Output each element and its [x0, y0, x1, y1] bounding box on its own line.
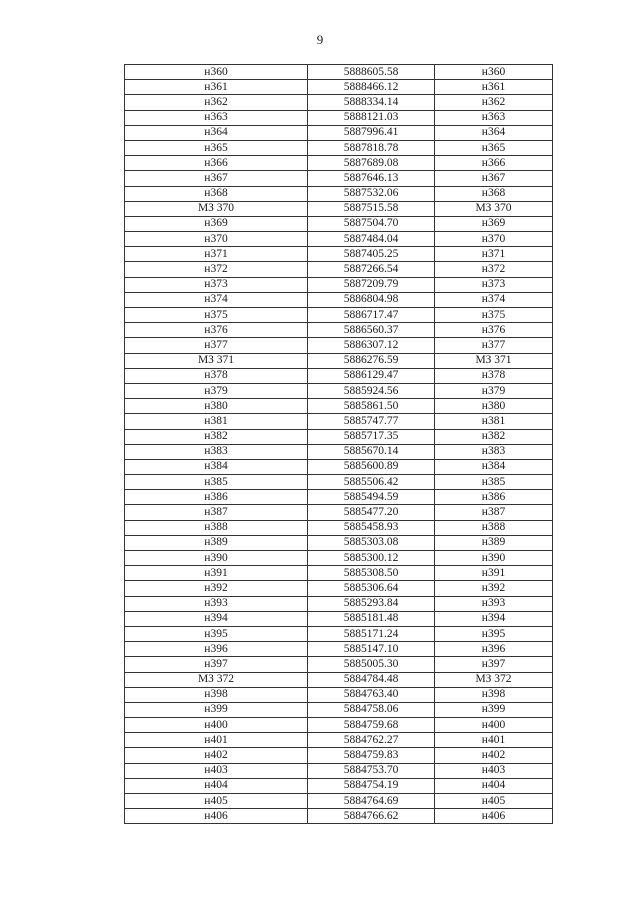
coordinate-cell: 5885005.30	[308, 657, 435, 672]
point-id-cell: н380	[125, 399, 308, 414]
coordinate-cell: 5884754.19	[308, 778, 435, 793]
table-row	[125, 125, 553, 140]
point-id-repeat-cell: н399	[435, 702, 553, 717]
point-id-repeat-cell: н401	[435, 733, 553, 748]
coordinate-cell: 5887504.70	[308, 216, 435, 231]
point-id-repeat-cell: н378	[435, 368, 553, 383]
coordinate-cell: 5885181.48	[308, 611, 435, 626]
table-row	[125, 353, 553, 368]
point-id-repeat-cell: н369	[435, 216, 553, 231]
table-row	[125, 718, 553, 733]
point-id-repeat-cell: н374	[435, 292, 553, 307]
coordinate-cell: 5885458.93	[308, 520, 435, 535]
coordinate-cell: 5887209.79	[308, 277, 435, 292]
table-row	[125, 702, 553, 717]
coordinate-cell: 5888334.14	[308, 95, 435, 110]
point-id-cell: н374	[125, 292, 308, 307]
point-id-repeat-cell: н365	[435, 140, 553, 155]
point-id-cell: н403	[125, 763, 308, 778]
coordinate-cell: 5884762.27	[308, 733, 435, 748]
point-id-repeat-cell: н405	[435, 794, 553, 809]
point-id-cell: н383	[125, 444, 308, 459]
table-row	[125, 414, 553, 429]
point-id-repeat-cell: н403	[435, 763, 553, 778]
coordinate-cell: 5885147.10	[308, 642, 435, 657]
table-row	[125, 459, 553, 474]
point-id-repeat-cell: н377	[435, 338, 553, 353]
coordinate-cell: 5885861.50	[308, 399, 435, 414]
coordinate-cell: 5887484.04	[308, 232, 435, 247]
coordinates-table-body	[125, 65, 553, 824]
point-id-repeat-cell: н375	[435, 308, 553, 323]
point-id-cell: н391	[125, 566, 308, 581]
coordinate-cell: 5885924.56	[308, 383, 435, 398]
point-id-repeat-cell: н368	[435, 186, 553, 201]
point-id-cell: н363	[125, 110, 308, 125]
table-row	[125, 156, 553, 171]
point-id-repeat-cell: н370	[435, 232, 553, 247]
coordinate-cell: 5885747.77	[308, 414, 435, 429]
coordinate-cell: 5884753.70	[308, 763, 435, 778]
point-id-cell: н366	[125, 156, 308, 171]
point-id-cell: н402	[125, 748, 308, 763]
point-id-repeat-cell: н371	[435, 247, 553, 262]
point-id-repeat-cell: н384	[435, 459, 553, 474]
coordinate-cell: 5884784.48	[308, 672, 435, 687]
point-id-repeat-cell: н381	[435, 414, 553, 429]
point-id-repeat-cell: н396	[435, 642, 553, 657]
point-id-repeat-cell: н393	[435, 596, 553, 611]
point-id-cell: н386	[125, 490, 308, 505]
coordinate-cell: 5887818.78	[308, 140, 435, 155]
table-row	[125, 247, 553, 262]
coordinate-cell: 5885171.24	[308, 626, 435, 641]
table-row	[125, 399, 553, 414]
table-row	[125, 186, 553, 201]
point-id-repeat-cell: н390	[435, 551, 553, 566]
point-id-cell: н397	[125, 657, 308, 672]
point-id-cell: н392	[125, 581, 308, 596]
point-id-cell: МЗ 372	[125, 672, 308, 687]
coordinate-cell: 5887515.58	[308, 201, 435, 216]
point-id-repeat-cell: н404	[435, 778, 553, 793]
coordinate-cell: 5886717.47	[308, 308, 435, 323]
table-row	[125, 262, 553, 277]
coordinate-cell: 5888121.03	[308, 110, 435, 125]
coordinate-cell: 5884766.62	[308, 809, 435, 824]
table-row	[125, 216, 553, 231]
table-row	[125, 292, 553, 307]
coordinate-cell: 5885293.84	[308, 596, 435, 611]
point-id-cell: н387	[125, 505, 308, 520]
point-id-cell: н365	[125, 140, 308, 155]
point-id-cell: н368	[125, 186, 308, 201]
point-id-cell: н369	[125, 216, 308, 231]
page-number: 9	[316, 32, 324, 47]
point-id-repeat-cell: н389	[435, 535, 553, 550]
coordinate-cell: 5886804.98	[308, 292, 435, 307]
point-id-repeat-cell: н383	[435, 444, 553, 459]
point-id-cell: н395	[125, 626, 308, 641]
coordinate-cell: 5887405.25	[308, 247, 435, 262]
point-id-cell: н360	[125, 65, 308, 80]
point-id-repeat-cell: н367	[435, 171, 553, 186]
coordinate-cell: 5884759.68	[308, 718, 435, 733]
point-id-cell: н370	[125, 232, 308, 247]
point-id-cell: н379	[125, 383, 308, 398]
coordinate-cell: 5884758.06	[308, 702, 435, 717]
point-id-cell: н384	[125, 459, 308, 474]
table-row	[125, 551, 553, 566]
point-id-repeat-cell: МЗ 372	[435, 672, 553, 687]
point-id-repeat-cell: н386	[435, 490, 553, 505]
point-id-cell: н405	[125, 794, 308, 809]
point-id-cell: н373	[125, 277, 308, 292]
point-id-repeat-cell: н366	[435, 156, 553, 171]
point-id-repeat-cell: н382	[435, 429, 553, 444]
coordinate-cell: 5887689.08	[308, 156, 435, 171]
coordinate-cell: 5884764.69	[308, 794, 435, 809]
point-id-repeat-cell: н373	[435, 277, 553, 292]
point-id-repeat-cell: н372	[435, 262, 553, 277]
point-id-cell: н381	[125, 414, 308, 429]
point-id-cell: н361	[125, 80, 308, 95]
table-row	[125, 611, 553, 626]
coordinate-cell: 5887996.41	[308, 125, 435, 140]
table-row	[125, 581, 553, 596]
table-row	[125, 95, 553, 110]
point-id-repeat-cell: н379	[435, 383, 553, 398]
point-id-repeat-cell: н394	[435, 611, 553, 626]
table-row	[125, 566, 553, 581]
point-id-cell: н364	[125, 125, 308, 140]
table-row	[125, 444, 553, 459]
point-id-repeat-cell: н402	[435, 748, 553, 763]
point-id-repeat-cell: н360	[435, 65, 553, 80]
point-id-repeat-cell: н362	[435, 95, 553, 110]
coordinate-cell: 5885600.89	[308, 459, 435, 474]
coordinate-cell: 5888605.58	[308, 65, 435, 80]
table-row	[125, 368, 553, 383]
coordinate-cell: 5885494.59	[308, 490, 435, 505]
coordinates-table	[124, 64, 553, 824]
point-id-repeat-cell: н385	[435, 475, 553, 490]
coordinate-cell: 5885717.35	[308, 429, 435, 444]
table-row	[125, 520, 553, 535]
table-row	[125, 171, 553, 186]
point-id-cell: н393	[125, 596, 308, 611]
point-id-cell: н401	[125, 733, 308, 748]
point-id-repeat-cell: МЗ 371	[435, 353, 553, 368]
table-row	[125, 201, 553, 216]
table-row	[125, 140, 553, 155]
coordinate-cell: 5884763.40	[308, 687, 435, 702]
point-id-repeat-cell: н392	[435, 581, 553, 596]
table-row	[125, 809, 553, 824]
point-id-cell: н399	[125, 702, 308, 717]
table-row	[125, 596, 553, 611]
coordinate-cell: 5885303.08	[308, 535, 435, 550]
point-id-repeat-cell: МЗ 370	[435, 201, 553, 216]
point-id-cell: н398	[125, 687, 308, 702]
table-row	[125, 65, 553, 80]
point-id-repeat-cell: н387	[435, 505, 553, 520]
point-id-cell: н378	[125, 368, 308, 383]
point-id-cell: н394	[125, 611, 308, 626]
point-id-cell: н390	[125, 551, 308, 566]
table-row	[125, 794, 553, 809]
coordinate-cell: 5885477.20	[308, 505, 435, 520]
table-row	[125, 110, 553, 125]
table-row	[125, 277, 553, 292]
point-id-cell: н362	[125, 95, 308, 110]
table-row	[125, 535, 553, 550]
coordinate-cell: 5887646.13	[308, 171, 435, 186]
table-row	[125, 475, 553, 490]
point-id-repeat-cell: н363	[435, 110, 553, 125]
point-id-cell: МЗ 371	[125, 353, 308, 368]
point-id-repeat-cell: н400	[435, 718, 553, 733]
table-row	[125, 687, 553, 702]
point-id-cell: н385	[125, 475, 308, 490]
point-id-repeat-cell: н398	[435, 687, 553, 702]
point-id-repeat-cell: н397	[435, 657, 553, 672]
table-row	[125, 308, 553, 323]
table-row	[125, 778, 553, 793]
point-id-repeat-cell: н391	[435, 566, 553, 581]
point-id-repeat-cell: н406	[435, 809, 553, 824]
table-row	[125, 490, 553, 505]
coordinate-cell: 5887532.06	[308, 186, 435, 201]
point-id-repeat-cell: н380	[435, 399, 553, 414]
coordinate-cell: 5886560.37	[308, 323, 435, 338]
table-row	[125, 763, 553, 778]
point-id-cell: н371	[125, 247, 308, 262]
table-row	[125, 505, 553, 520]
point-id-cell: н367	[125, 171, 308, 186]
table-row	[125, 733, 553, 748]
point-id-cell: н406	[125, 809, 308, 824]
coordinate-cell: 5888466.12	[308, 80, 435, 95]
point-id-cell: МЗ 370	[125, 201, 308, 216]
coordinate-cell: 5887266.54	[308, 262, 435, 277]
coordinate-cell: 5885306.64	[308, 581, 435, 596]
table-row	[125, 657, 553, 672]
point-id-cell: н382	[125, 429, 308, 444]
point-id-cell: н377	[125, 338, 308, 353]
coordinate-cell: 5885300.12	[308, 551, 435, 566]
table-row	[125, 748, 553, 763]
table-row	[125, 338, 553, 353]
coordinate-cell: 5884759.83	[308, 748, 435, 763]
coordinate-cell: 5886129.47	[308, 368, 435, 383]
table-row	[125, 383, 553, 398]
point-id-cell: н372	[125, 262, 308, 277]
point-id-cell: н375	[125, 308, 308, 323]
table-row	[125, 429, 553, 444]
table-row	[125, 232, 553, 247]
coordinate-cell: 5885506.42	[308, 475, 435, 490]
point-id-cell: н400	[125, 718, 308, 733]
table-row	[125, 323, 553, 338]
point-id-repeat-cell: н364	[435, 125, 553, 140]
table-row	[125, 672, 553, 687]
point-id-repeat-cell: н376	[435, 323, 553, 338]
point-id-cell: н389	[125, 535, 308, 550]
point-id-repeat-cell: н395	[435, 626, 553, 641]
point-id-cell: н404	[125, 778, 308, 793]
point-id-cell: н396	[125, 642, 308, 657]
table-row	[125, 80, 553, 95]
coordinate-cell: 5886307.12	[308, 338, 435, 353]
table-row	[125, 642, 553, 657]
table-row	[125, 626, 553, 641]
point-id-repeat-cell: н388	[435, 520, 553, 535]
point-id-repeat-cell: н361	[435, 80, 553, 95]
coordinate-cell: 5885670.14	[308, 444, 435, 459]
point-id-cell: н376	[125, 323, 308, 338]
point-id-cell: н388	[125, 520, 308, 535]
coordinate-cell: 5885308.50	[308, 566, 435, 581]
coordinate-cell: 5886276.59	[308, 353, 435, 368]
